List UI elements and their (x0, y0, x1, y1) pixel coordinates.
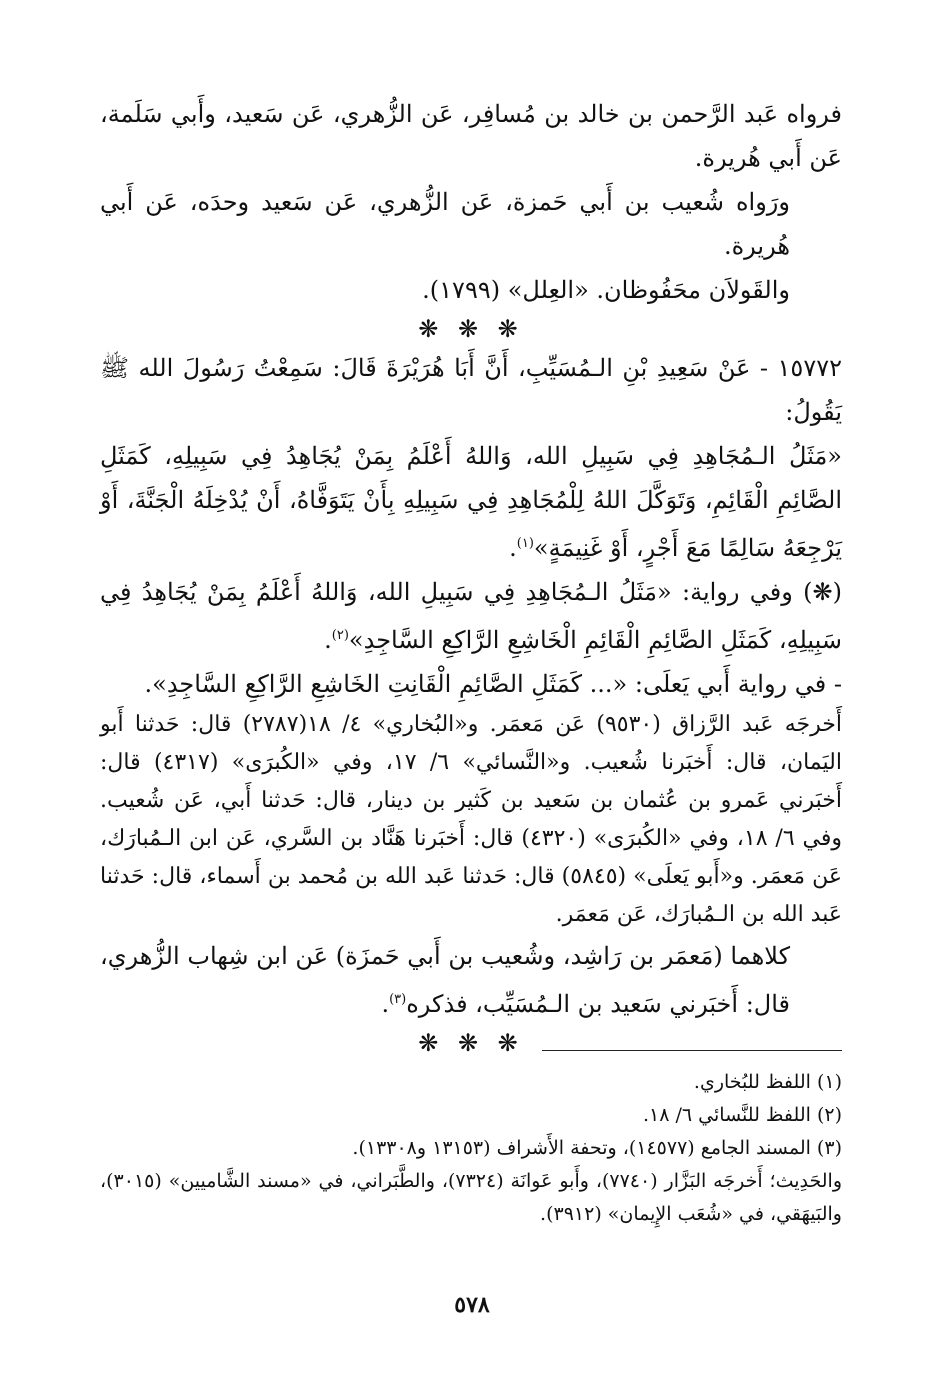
intro-paragraph-1: فرواه عَبد الرَّحمن بن خالد بن مُسافِر، عَن الزُّهري، عَن سَعيد، وأَبي سَلَمة، عَن أَبي هُريرة. (100, 100, 842, 172)
hadith-chain: عَنْ سَعِيدِ بْنِ الـمُسَيِّبِ، أَنَّ أَبَا هُرَيْرَةَ قَالَ: سَمِعْتُ رَسُولَ الله ﷺ يَقُولُ: (100, 354, 842, 426)
hadith-text: «مَثَلُ الـمُجَاهِدِ فِي سَبِيلِ الله، وَاللهُ أَعْلَمُ بِمَنْ يُجَاهِدُ فِي سَبِيلِهِ، كَمَثَلِ الصَّائِمِ الْقَائِمِ، وَتَوَكَّلَ اللهُ لِلْمُجَاهِدِ فِي سَبِيلِهِ بِأَنْ يَتَوَفَّاهُ، أَنْ يُدْخِلَهُ الْجَنَّةَ، أَوْ يَرْجِعَهُ سَالِمًا مَعَ أَجْرٍ، أَوْ غَنِيمَةٍ»$^{(١)}$. (100, 442, 842, 562)
footnote-3: (٣) المسند الجامع (١٤٥٧٧)، وتحفة الأَشراف (١٣١٥٣ و١٣٣٠٨). (352, 1137, 842, 1159)
variant-narration-1: (❋) وفي رواية: «مَثَلُ الـمُجَاهِدِ فِي سَبِيلِ الله، وَاللهُ أَعْلَمُ بِمَنْ يُجَاهِدُ فِي سَبِيلِهِ، كَمَثَلِ الصَّائِمِ الْقَائِمِ الْخَاشِعِ الرَّاكِعِ السَّاجِدِ»$^{(٢)}$. (100, 578, 842, 654)
footnote-3-continuation: والحَدِيث؛ أَخرجَه البَزَّار (٧٧٤٠)، وأَبو عَوانَة (٧٣٢٤)، والطَّبَراني، في «مسند الشَّاميين» (٣٠١٥)، والبَيهَقي، في «شُعَب الإِيمان» (٣٩١٢). (100, 1170, 842, 1225)
page-number: ٥٧٨ (454, 1292, 490, 1318)
footnotes (100, 1066, 842, 1231)
conclusion-paragraph (100, 934, 842, 1026)
footnote-2: (٢) اللفظ للنَّسائي ٦/ ١٨. (643, 1104, 842, 1126)
main-text (100, 92, 842, 1060)
conclusion-text: كلاهما (مَعمَر بن رَاشِد، وشُعيب بن أَبي حَمزَة) عَن ابن شِهاب الزُّهري، قال: أَخبَرني سَعيد بن الـمُسَيِّب، فذكره (100, 942, 790, 1018)
footnote-divider (542, 1050, 842, 1051)
intro-paragraph-2: ورَواه شُعيب بن أَبي حَمزة، عَن الزُّهري، عَن سَعيد وحدَه، عَن أَبي هُريرة. (100, 188, 790, 260)
footnote-ref-2: (٢) (331, 628, 349, 643)
footnote-ref-3: (٣) (389, 992, 407, 1007)
variant-narration-2: - في رواية أَبي يَعلَى: «... كَمَثَلِ الصَّائِمِ الْقَانِتِ الخَاشِعِ الرَّاكِعِ السَّاجِدِ». (144, 670, 842, 698)
conclusion-end: . (381, 990, 390, 1018)
footnote-ref-1: (١) (516, 536, 534, 551)
section-separator: ❋ ❋ ❋ (418, 315, 524, 343)
footnote-1: (١) اللفظ للبُخاري. (693, 1071, 842, 1093)
hadith-heading (100, 346, 842, 434)
hadith-number: ١٥٧٧٢ - (759, 354, 842, 382)
takhrij-paragraph: أَخرجَه عَبد الرَّزاق (٩٥٣٠) عَن مَعمَر. و«البُخاري» ٤/ ١٨(٢٧٨٧) قال: حَدثنا أَبو اليَمان، قال: أَخبَرنا شُعيب. و«النَّسائي» ٦/ ١٧، وفي «الكُبرَى» (٤٣١٧) قال: أَخبَرني عَمرو بن عُثمان بن سَعيد بن كَثير بن دينار، قال: حَدثنا أَبي، عَن شُعيب. وفي ٦/ ١٨، وفي «الكُبرَى» (٤٣٢٠) قال: أَخبَرنا هَنَّاد بن السَّري، عَن ابن الـمُبارَك، عَن مَعمَر. و«أَبو يَعلَى» (٥٨٤٥) قال: حَدثنا عَبد الله بن مُحمد بن أَسماء، قال: حَدثنا عَبد الله بن الـمُبارَك، عَن مَعمَر. (100, 712, 842, 927)
variant-1-text: (❋) وفي رواية: «مَثَلُ الـمُجَاهِدِ فِي سَبِيلِ الله، وَاللهُ أَعْلَمُ بِمَنْ يُجَاهِدُ فِي سَبِيلِهِ، كَمَثَلِ الصَّائِمِ الْقَائِمِ الْخَاشِعِ الرَّاكِعِ السَّاجِدِ» (100, 578, 842, 654)
section-separator-end: ❋ ❋ ❋ (418, 1029, 524, 1057)
hadith-matn: «مَثَلُ الـمُجَاهِدِ فِي سَبِيلِ الله، وَاللهُ أَعْلَمُ بِمَنْ يُجَاهِدُ فِي سَبِيلِهِ، كَمَثَلِ الصَّائِمِ الْقَائِمِ، وَتَوَكَّلَ اللهُ لِلْمُجَاهِدِ فِي سَبِيلِهِ بِأَنْ يَتَوَفَّاهُ، أَنْ يُدْخِلَهُ الْجَنَّةَ، أَوْ يَرْجِعَهُ سَالِمًا مَعَ أَجْرٍ، أَوْ غَنِيمَةٍ» (100, 442, 842, 562)
intro-paragraph-3: والقَولاَن محَفُوظان. «العِلل» (١٧٩٩). (422, 276, 790, 304)
